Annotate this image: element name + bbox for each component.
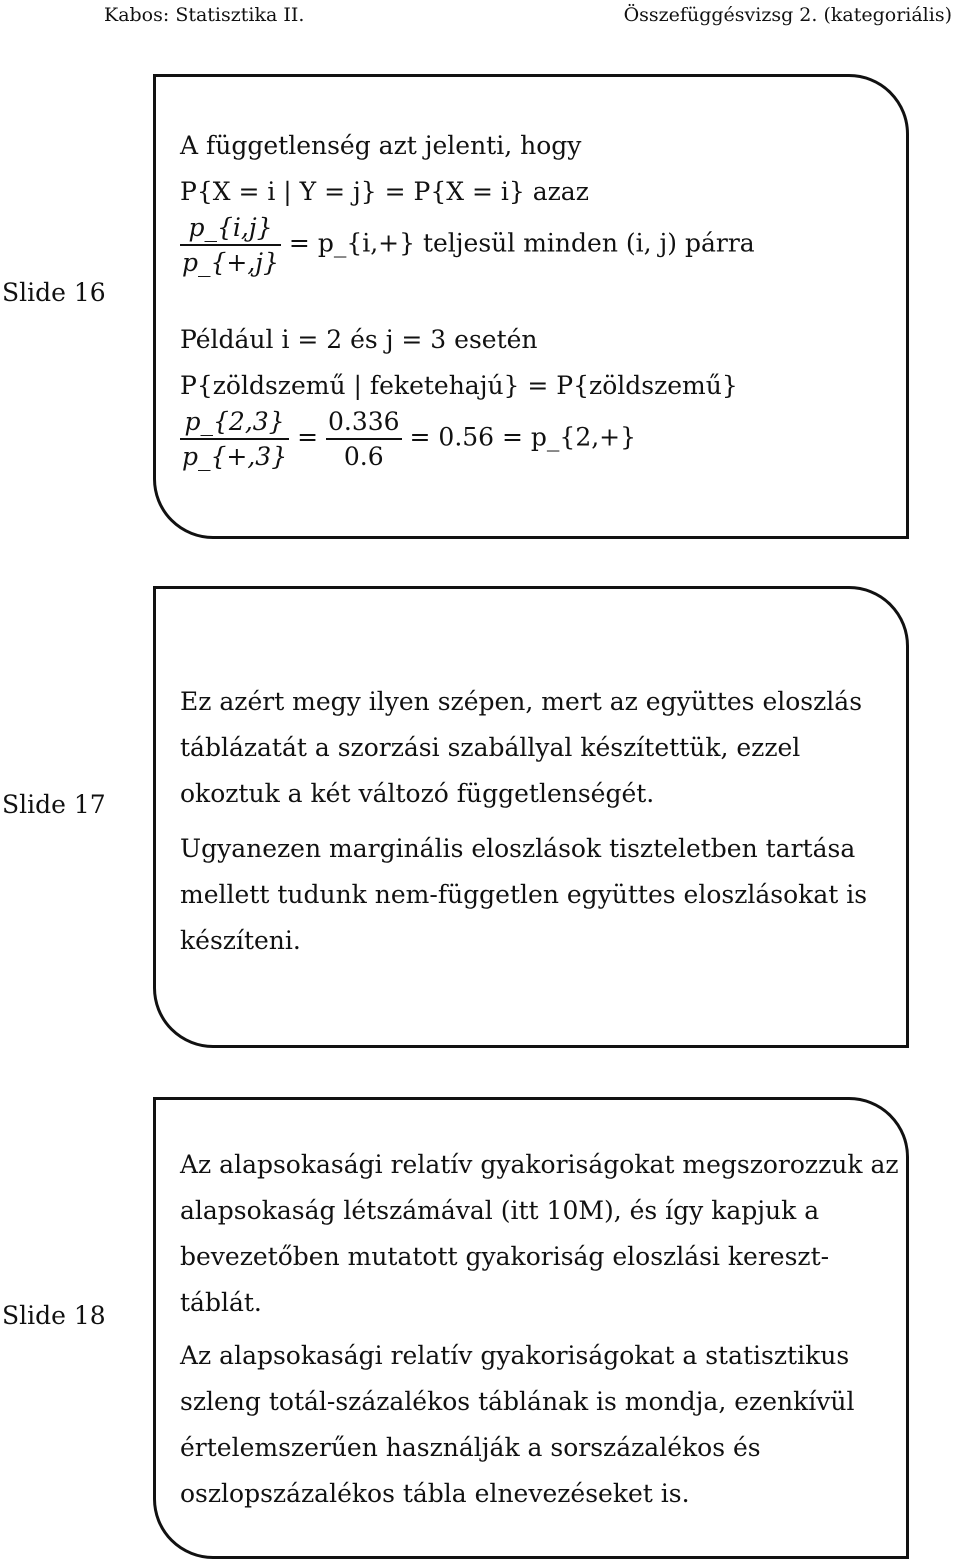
slide-18-paragraph-2: Az alapsokasági relatív gyakoriságokat a statisztikus szleng totál-százalékos táblának is mondja, ezenkívül értelemszerűen használják a sorszázalékos és oszlopszázalékos tábla elnevezéseket is.: [180, 1341, 855, 1508]
fraction-numerator: p_{i,j}: [180, 213, 281, 246]
fraction-denominator: p_{+,3}: [182, 442, 288, 471]
fraction-denominator: 0.6: [343, 442, 384, 471]
slide-16-line-6-text: = 0.56 = p_{2,+}: [409, 422, 637, 452]
slide-16-label: Slide 16: [2, 278, 106, 307]
fraction-denominator: p_{+,j}: [182, 248, 279, 277]
slide-18-card: [153, 1097, 909, 1559]
slide-17-paragraph-1: Ez azért megy ilyen szépen, mert az együttes eloszlás táblázatát a szorzási szabállyal készítettük, ezzel okoztuk a két változó függetlenségét.: [180, 687, 863, 808]
header-left: Kabos: Statisztika II.: [104, 4, 305, 26]
slide-17-card: [153, 586, 909, 1048]
slide-18-paragraph-1: Az alapsokasági relatív gyakoriságokat megszorozzuk az alapsokaság létszámával (itt 10M), és így kapjuk a bevezetőben mutatott gyakoriság eloszlási kereszt-táblát.: [180, 1150, 899, 1317]
fraction: [326, 407, 402, 471]
slide-17-paragraph-2: Ugyanezen marginális eloszlások tiszteletben tartása mellett tudunk nem-független együttes eloszlásokat is készíteni.: [180, 834, 868, 955]
slide-16-line-6: [180, 407, 636, 471]
equals-sign: =: [297, 422, 319, 452]
slide-16-line-1: A függetlenség azt jelenti, hogy: [180, 131, 582, 160]
slide-16-line-3-text: = p_{i,+} teljesül minden (i, j) párra: [288, 228, 755, 258]
slide-16-line-4: Például i = 2 és j = 3 esetén: [180, 325, 538, 354]
slide-18-label: Slide 18: [2, 1301, 106, 1330]
slide-16-card: [153, 74, 909, 539]
slide-16-line-3: [180, 213, 755, 277]
fraction-numerator: 0.336: [326, 407, 402, 440]
slide-16-line-2: P{X = i | Y = j} = P{X = i} azaz: [180, 177, 589, 206]
fraction: [180, 407, 289, 471]
fraction-numerator: p_{2,3}: [180, 407, 289, 440]
fraction: [180, 213, 281, 277]
slide-16-line-5: P{zöldszemű | feketehajú} = P{zöldszemű}: [180, 371, 738, 400]
page-header: [0, 4, 960, 32]
header-right: Összefüggésvizsg 2. (kategoriális): [623, 4, 952, 26]
slide-17-label: Slide 17: [2, 790, 106, 819]
